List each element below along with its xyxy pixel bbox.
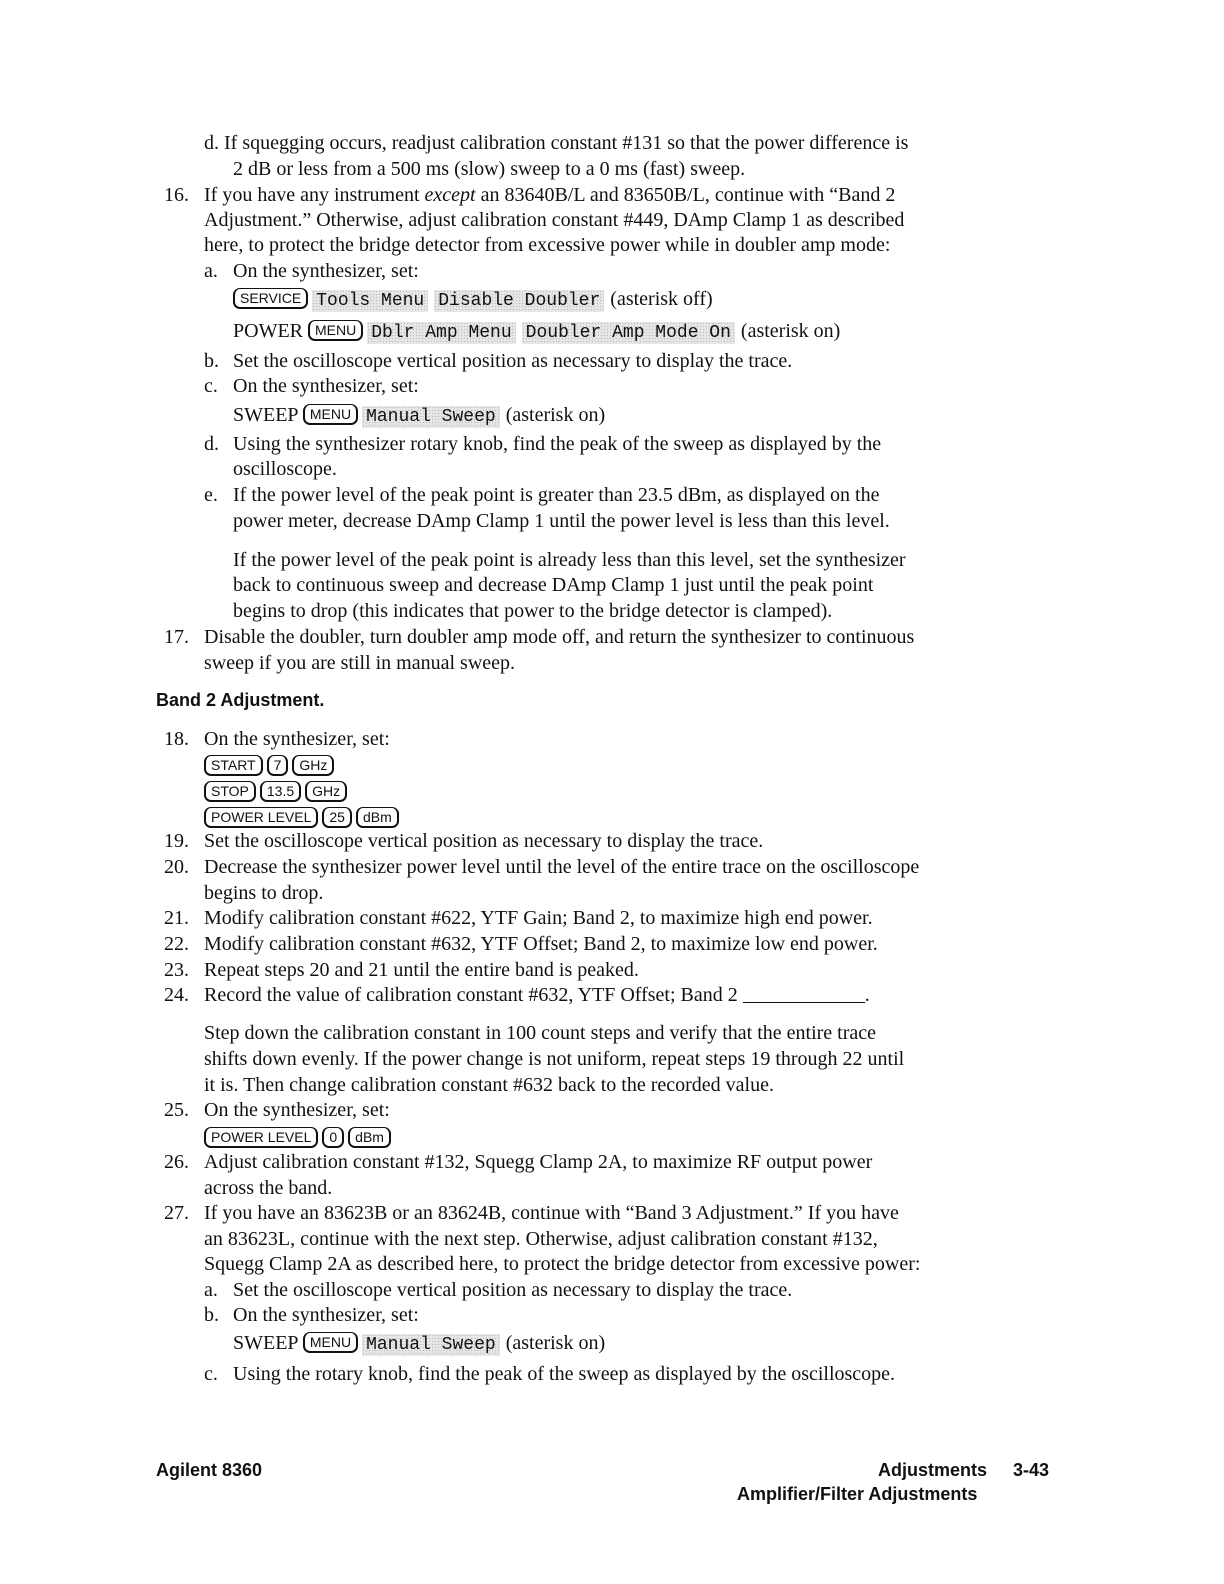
footer-chapter: Adjustments (878, 1460, 988, 1480)
menu-key: MENU (303, 404, 358, 425)
footer-product: Agilent 8360 (156, 1460, 263, 1480)
sweep-label: SWEEP (233, 404, 298, 426)
step-24-number: 24. (164, 984, 189, 1006)
step-24-text: Record the value of calibration constant #632, YTF Offset; Band 2 . (204, 984, 870, 1006)
step-24-para-line-2: shifts down evenly. If the power change is not uniform, repeat steps 19 through 22 until (204, 1048, 905, 1070)
step-16e-label: e. (204, 484, 218, 506)
step-27b-label: b. (204, 1304, 219, 1326)
manual-sweep-softkey: Manual Sweep (362, 1334, 500, 1356)
step-27b-keys (233, 1330, 605, 1356)
menu-key: MENU (303, 1332, 358, 1353)
power-label: POWER (233, 320, 303, 342)
ghz-key: GHz (292, 755, 334, 776)
step-27-line-1: If you have an 83623B or an 83624B, continue with “Band 3 Adjustment.” If you have (204, 1202, 899, 1224)
step-17-line-1: Disable the doubler, turn doubler amp mode off, and return the synthesizer to continuous (204, 626, 915, 648)
step-27a-text: Set the oscilloscope vertical position as necessary to display the trace. (233, 1279, 793, 1301)
dblr-amp-menu-softkey: Dblr Amp Menu (367, 322, 515, 344)
digit-key: 7 (267, 755, 289, 776)
step-26-number: 26. (164, 1151, 189, 1173)
step-26-line-2: across the band. (204, 1177, 333, 1199)
step-19-number: 19. (164, 830, 189, 852)
step-25-number: 25. (164, 1099, 189, 1121)
step-16a-keys-2 (233, 318, 840, 344)
menu-key: MENU (308, 320, 363, 341)
step-20-line-1: Decrease the synthesizer power level until the level of the entire trace on the oscilloscope (204, 856, 920, 878)
step-18-text: On the synthesizer, set: (204, 728, 390, 750)
record-blank-line (743, 984, 865, 1003)
power-level-key: POWER LEVEL (204, 1127, 318, 1148)
step-18-number: 18. (164, 728, 189, 750)
dbm-key: dBm (356, 807, 399, 828)
step-16e-line-4: back to continuous sweep and decrease DAmp Clamp 1 just until the peak point (233, 574, 874, 596)
asterisk-on-note: (asterisk on) (505, 1332, 606, 1354)
asterisk-on-note: (asterisk on) (740, 320, 841, 342)
step-17-line-2: sweep if you are still in manual sweep. (204, 652, 516, 674)
step-17-number: 17. (164, 626, 189, 648)
step-16c-label: c. (204, 375, 218, 397)
footer-page-number: 3-43 (1013, 1460, 1050, 1480)
digit-key: 13.5 (260, 781, 301, 802)
step-16-number: 16. (164, 184, 189, 206)
step-27c-label: c. (204, 1363, 218, 1385)
asterisk-on-note: (asterisk on) (505, 404, 606, 426)
step-16e-line-2: power meter, decrease DAmp Clamp 1 until the power level is less than this level. (233, 510, 890, 532)
tools-menu-softkey: Tools Menu (312, 290, 428, 312)
step-22-text: Modify calibration constant #632, YTF Offset; Band 2, to maximize low end power. (204, 933, 878, 955)
step-27b-text: On the synthesizer, set: (233, 1304, 419, 1326)
step-24-para-line-1: Step down the calibration constant in 100 count steps and verify that the entire trace (204, 1022, 877, 1044)
disable-doubler-softkey: Disable Doubler (434, 290, 604, 312)
step-16a-label: a. (204, 260, 218, 282)
manual-sweep-softkey: Manual Sweep (362, 406, 500, 428)
step-18-keys-2 (204, 779, 351, 805)
step-20-number: 20. (164, 856, 189, 878)
stop-key: STOP (204, 781, 256, 802)
step-16-line-2: Adjustment.” Otherwise, adjust calibration constant #449, DAmp Clamp 1 as described (204, 209, 905, 231)
step-16c-keys (233, 402, 605, 428)
step-21-text: Modify calibration constant #622, YTF Gain; Band 2, to maximize high end power. (204, 907, 873, 929)
step-20-line-2: begins to drop. (204, 882, 324, 904)
digit-key: 25 (322, 807, 352, 828)
step-16a-keys-1 (233, 286, 713, 312)
step-24-para-line-3: it is. Then change calibration constant #632 back to the recorded value. (204, 1074, 774, 1096)
step-16b-label: b. (204, 350, 219, 372)
step-16e-line-3: If the power level of the peak point is already less than this level, set the synthesizer (233, 549, 906, 571)
step-16c-text: On the synthesizer, set: (233, 375, 419, 397)
step-d-line-2: 2 dB or less from a 500 ms (slow) sweep to a 0 ms (fast) sweep. (233, 158, 746, 180)
step-25-keys (204, 1125, 395, 1151)
step-d-line-1: d. If squegging occurs, readjust calibration constant #131 so that the power difference is (204, 132, 909, 154)
step-18-keys-1 (204, 753, 338, 779)
section-heading: Band 2 Adjustment. (156, 690, 325, 710)
step-16-line-3: here, to protect the bridge detector from excessive power while in doubler amp mode: (204, 234, 891, 256)
footer-section: Amplifier/Filter Adjustments (737, 1484, 978, 1504)
step-16d-line-1: Using the synthesizer rotary knob, find the peak of the sweep as displayed by the (233, 433, 882, 455)
dbm-key: dBm (348, 1127, 391, 1148)
step-26-line-1: Adjust calibration constant #132, Squegg Clamp 2A, to maximize RF output power (204, 1151, 873, 1173)
step-22-number: 22. (164, 933, 189, 955)
step-16-line-1: If you have any instrument except an 83640B/L and 83650B/L, continue with “Band 2 (204, 184, 896, 206)
sweep-label: SWEEP (233, 1332, 298, 1354)
power-level-key: POWER LEVEL (204, 807, 318, 828)
doubler-amp-mode-on-softkey: Doubler Amp Mode On (522, 322, 735, 344)
step-27c-text: Using the rotary knob, find the peak of the sweep as displayed by the oscilloscope. (233, 1363, 896, 1385)
step-27-line-2: an 83623L, continue with the next step. Otherwise, adjust calibration constant #132, (204, 1228, 878, 1250)
step-21-number: 21. (164, 907, 189, 929)
step-16d-label: d. (204, 433, 219, 455)
service-key: SERVICE (233, 288, 308, 309)
step-23-number: 23. (164, 959, 189, 981)
start-key: START (204, 755, 263, 776)
step-16e-line-1: If the power level of the peak point is greater than 23.5 dBm, as displayed on the (233, 484, 880, 506)
ghz-key: GHz (305, 781, 347, 802)
step-16a-text: On the synthesizer, set: (233, 260, 419, 282)
asterisk-off-note: (asterisk off) (610, 288, 713, 310)
step-27-line-3: Squegg Clamp 2A as described here, to protect the bridge detector from excessive power: (204, 1253, 921, 1275)
step-16b-text: Set the oscilloscope vertical position as necessary to display the trace. (233, 350, 793, 372)
step-19-text: Set the oscilloscope vertical position as necessary to display the trace. (204, 830, 764, 852)
digit-key: 0 (322, 1127, 344, 1148)
step-23-text: Repeat steps 20 and 21 until the entire band is peaked. (204, 959, 639, 981)
step-16d-line-2: oscilloscope. (233, 458, 337, 480)
step-27-number: 27. (164, 1202, 189, 1224)
step-27a-label: a. (204, 1279, 218, 1301)
step-16e-line-5: begins to drop (this indicates that power to the bridge detector is clamped). (233, 600, 833, 622)
step-25-text: On the synthesizer, set: (204, 1099, 390, 1121)
